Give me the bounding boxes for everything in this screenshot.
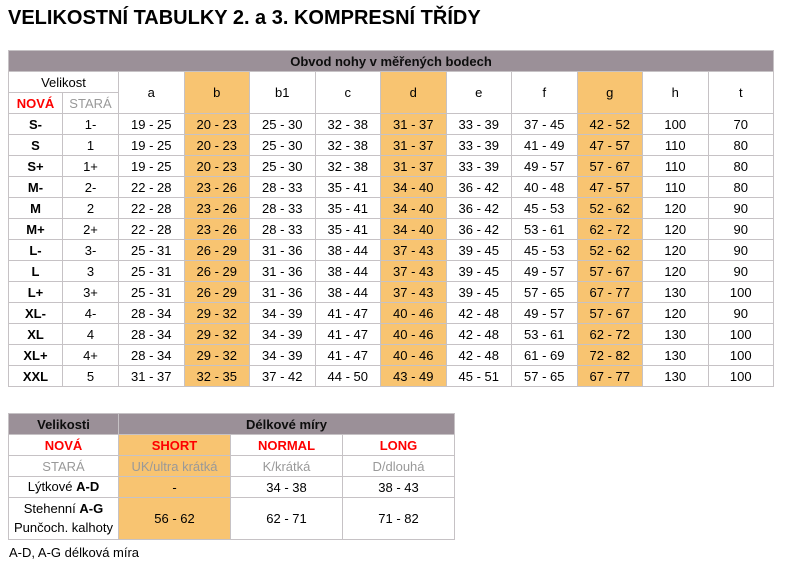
cell-b1: 34 - 39: [250, 324, 316, 345]
size-table-header-row: [9, 72, 774, 93]
cell-long: 71 - 82: [343, 498, 455, 540]
size-new: M+: [9, 219, 63, 240]
size-table: [8, 50, 774, 387]
cell-b1: 34 - 39: [250, 345, 316, 366]
cell-t: 100: [708, 366, 774, 387]
cell-d: 34 - 40: [381, 177, 447, 198]
cell-h: 120: [643, 240, 709, 261]
cell-a: 19 - 25: [119, 156, 185, 177]
size-table-banner: Obvod nohy v měřených bodech: [9, 51, 774, 72]
cell-t: 90: [708, 261, 774, 282]
size-old: 1: [63, 135, 119, 156]
cell-c: 32 - 38: [315, 135, 381, 156]
length-table: [8, 413, 455, 540]
cell-h: 110: [643, 156, 709, 177]
cell-c: 41 - 47: [315, 324, 381, 345]
col-header-b: b: [184, 72, 250, 114]
cell-d: 31 - 37: [381, 114, 447, 135]
cell-d: 34 - 40: [381, 198, 447, 219]
cell-e: 33 - 39: [446, 156, 512, 177]
cell-b1: 34 - 39: [250, 303, 316, 324]
cell-b1: 31 - 36: [250, 261, 316, 282]
cell-g: 57 - 67: [577, 261, 643, 282]
cell-d: 37 - 43: [381, 261, 447, 282]
table-row: [9, 177, 774, 198]
size-new: L: [9, 261, 63, 282]
cell-e: 39 - 45: [446, 240, 512, 261]
cell-b1: 25 - 30: [250, 114, 316, 135]
row-label-text: Lýtkové: [27, 478, 73, 494]
cell-h: 130: [643, 324, 709, 345]
cell-b1: 28 - 33: [250, 177, 316, 198]
cell-t: 100: [708, 345, 774, 366]
cell-b: 23 - 26: [184, 198, 250, 219]
cell-f: 53 - 61: [512, 324, 578, 345]
size-old: 5: [63, 366, 119, 387]
page-title: VELIKOSTNÍ TABULKY 2. a 3. KOMPRESNÍ TŘÍDY: [8, 7, 481, 29]
size-new: M: [9, 198, 63, 219]
size-new: S+: [9, 156, 63, 177]
cell-e: 39 - 45: [446, 282, 512, 303]
length-long-header: LONG: [343, 435, 455, 456]
cell-b1: 28 - 33: [250, 198, 316, 219]
cell-f: 53 - 61: [512, 219, 578, 240]
cell-g: 52 - 62: [577, 240, 643, 261]
cell-a: 25 - 31: [119, 261, 185, 282]
cell-normal: 34 - 38: [231, 477, 343, 498]
cell-b1: 31 - 36: [250, 240, 316, 261]
cell-t: 100: [708, 282, 774, 303]
cell-t: 90: [708, 303, 774, 324]
cell-g: 67 - 77: [577, 366, 643, 387]
table-row: [9, 324, 774, 345]
size-old: 1+: [63, 156, 119, 177]
length-table-banner-row: [9, 414, 455, 435]
table-row: [9, 303, 774, 324]
cell-a: 25 - 31: [119, 240, 185, 261]
cell-e: 36 - 42: [446, 198, 512, 219]
col-header-g: g: [577, 72, 643, 114]
cell-g: 72 - 82: [577, 345, 643, 366]
cell-short: -: [119, 477, 231, 498]
cell-long: 38 - 43: [343, 477, 455, 498]
size-old: 2-: [63, 177, 119, 198]
cell-h: 120: [643, 198, 709, 219]
size-new: M-: [9, 177, 63, 198]
cell-g: 57 - 67: [577, 156, 643, 177]
row-label-range: A-D: [76, 478, 100, 494]
cell-b: 20 - 23: [184, 156, 250, 177]
row-label-calf: [9, 477, 119, 498]
cell-b: 29 - 32: [184, 324, 250, 345]
new-size-label: NOVÁ: [9, 93, 63, 114]
cell-a: 22 - 28: [119, 219, 185, 240]
cell-b: 20 - 23: [184, 114, 250, 135]
cell-e: 33 - 39: [446, 135, 512, 156]
length-old-short: UK/ultra krátká: [119, 456, 231, 477]
old-length-label: STARÁ: [9, 456, 119, 477]
cell-c: 35 - 41: [315, 219, 381, 240]
cell-b1: 37 - 42: [250, 366, 316, 387]
col-header-f: f: [512, 72, 578, 114]
cell-f: 49 - 57: [512, 303, 578, 324]
col-header-a: a: [119, 72, 185, 114]
cell-t: 100: [708, 324, 774, 345]
new-length-label: NOVÁ: [9, 435, 119, 456]
size-old: 2: [63, 198, 119, 219]
cell-a: 19 - 25: [119, 114, 185, 135]
length-old-row: [9, 456, 455, 477]
cell-t: 80: [708, 156, 774, 177]
cell-g: 52 - 62: [577, 198, 643, 219]
size-old: 3-: [63, 240, 119, 261]
cell-b: 23 - 26: [184, 219, 250, 240]
cell-c: 35 - 41: [315, 177, 381, 198]
table-row: [9, 198, 774, 219]
cell-g: 62 - 72: [577, 324, 643, 345]
cell-g: 57 - 67: [577, 303, 643, 324]
length-old-normal: K/krátká: [231, 456, 343, 477]
size-new: XL-: [9, 303, 63, 324]
cell-h: 110: [643, 177, 709, 198]
cell-a: 22 - 28: [119, 198, 185, 219]
row-label-range: A-G: [79, 500, 104, 516]
cell-a: 28 - 34: [119, 324, 185, 345]
cell-h: 130: [643, 282, 709, 303]
cell-c: 35 - 41: [315, 198, 381, 219]
table-row: [9, 282, 774, 303]
length-new-row: [9, 435, 455, 456]
size-new: S: [9, 135, 63, 156]
size-new: XL: [9, 324, 63, 345]
cell-d: 40 - 46: [381, 324, 447, 345]
footnote: A-D, A-G délková míra: [9, 545, 140, 560]
cell-b1: 28 - 33: [250, 219, 316, 240]
table-row: [9, 345, 774, 366]
cell-e: 42 - 48: [446, 324, 512, 345]
length-table-banner: Délkové míry: [119, 414, 455, 435]
cell-e: 42 - 48: [446, 345, 512, 366]
size-old: 3: [63, 261, 119, 282]
cell-a: 28 - 34: [119, 345, 185, 366]
cell-t: 70: [708, 114, 774, 135]
cell-b: 23 - 26: [184, 177, 250, 198]
cell-h: 100: [643, 114, 709, 135]
cell-t: 90: [708, 240, 774, 261]
col-header-t: t: [708, 72, 774, 114]
cell-b: 32 - 35: [184, 366, 250, 387]
cell-b1: 25 - 30: [250, 156, 316, 177]
size-old: 4-: [63, 303, 119, 324]
cell-e: 45 - 51: [446, 366, 512, 387]
table-row: [9, 135, 774, 156]
cell-e: 42 - 48: [446, 303, 512, 324]
table-row: [9, 261, 774, 282]
cell-c: 32 - 38: [315, 156, 381, 177]
cell-g: 42 - 52: [577, 114, 643, 135]
cell-h: 130: [643, 345, 709, 366]
cell-g: 67 - 77: [577, 282, 643, 303]
table-row: [9, 477, 455, 498]
cell-d: 34 - 40: [381, 219, 447, 240]
cell-e: 39 - 45: [446, 261, 512, 282]
cell-a: 31 - 37: [119, 366, 185, 387]
size-new: XXL: [9, 366, 63, 387]
row-label-text: Stehenní: [23, 500, 76, 516]
cell-f: 61 - 69: [512, 345, 578, 366]
cell-e: 33 - 39: [446, 114, 512, 135]
cell-b: 29 - 32: [184, 345, 250, 366]
cell-short: 56 - 62: [119, 498, 231, 540]
cell-h: 110: [643, 135, 709, 156]
cell-c: 38 - 44: [315, 282, 381, 303]
table-row: [9, 114, 774, 135]
row-label-thigh: [9, 498, 119, 540]
cell-t: 80: [708, 177, 774, 198]
cell-f: 45 - 53: [512, 198, 578, 219]
cell-a: 25 - 31: [119, 282, 185, 303]
cell-d: 40 - 46: [381, 345, 447, 366]
cell-d: 31 - 37: [381, 135, 447, 156]
cell-a: 19 - 25: [119, 135, 185, 156]
cell-t: 80: [708, 135, 774, 156]
cell-t: 90: [708, 219, 774, 240]
length-short-header: SHORT: [119, 435, 231, 456]
cell-f: 40 - 48: [512, 177, 578, 198]
table-row: [9, 240, 774, 261]
size-old: 4+: [63, 345, 119, 366]
cell-f: 37 - 45: [512, 114, 578, 135]
size-new: L-: [9, 240, 63, 261]
cell-g: 62 - 72: [577, 219, 643, 240]
old-size-label: STARÁ: [63, 93, 119, 114]
cell-b: 26 - 29: [184, 240, 250, 261]
size-new: S-: [9, 114, 63, 135]
cell-b1: 25 - 30: [250, 135, 316, 156]
size-header: Velikost: [9, 72, 119, 93]
size-new: XL+: [9, 345, 63, 366]
table-row: [9, 366, 774, 387]
cell-e: 36 - 42: [446, 219, 512, 240]
cell-b: 26 - 29: [184, 261, 250, 282]
cell-f: 57 - 65: [512, 282, 578, 303]
cell-c: 38 - 44: [315, 261, 381, 282]
col-header-b1: b1: [250, 72, 316, 114]
cell-f: 49 - 57: [512, 156, 578, 177]
length-normal-header: NORMAL: [231, 435, 343, 456]
size-old: 3+: [63, 282, 119, 303]
col-header-e: e: [446, 72, 512, 114]
cell-a: 22 - 28: [119, 177, 185, 198]
col-header-d: d: [381, 72, 447, 114]
cell-f: 41 - 49: [512, 135, 578, 156]
length-old-long: D/dlouhá: [343, 456, 455, 477]
cell-g: 47 - 57: [577, 135, 643, 156]
cell-c: 41 - 47: [315, 345, 381, 366]
size-table-banner-row: [9, 51, 774, 72]
cell-c: 41 - 47: [315, 303, 381, 324]
cell-d: 37 - 43: [381, 240, 447, 261]
col-header-h: h: [643, 72, 709, 114]
cell-f: 45 - 53: [512, 240, 578, 261]
size-old: 2+: [63, 219, 119, 240]
cell-e: 36 - 42: [446, 177, 512, 198]
cell-g: 47 - 57: [577, 177, 643, 198]
cell-d: 40 - 46: [381, 303, 447, 324]
table-row: [9, 219, 774, 240]
col-header-c: c: [315, 72, 381, 114]
table-row: [9, 156, 774, 177]
cell-c: 38 - 44: [315, 240, 381, 261]
cell-b: 26 - 29: [184, 282, 250, 303]
cell-b: 20 - 23: [184, 135, 250, 156]
table-row: [9, 498, 455, 540]
cell-d: 37 - 43: [381, 282, 447, 303]
cell-h: 120: [643, 303, 709, 324]
cell-a: 28 - 34: [119, 303, 185, 324]
cell-h: 130: [643, 366, 709, 387]
cell-b: 29 - 32: [184, 303, 250, 324]
cell-f: 57 - 65: [512, 366, 578, 387]
cell-c: 32 - 38: [315, 114, 381, 135]
cell-d: 31 - 37: [381, 156, 447, 177]
cell-c: 44 - 50: [315, 366, 381, 387]
cell-b1: 31 - 36: [250, 282, 316, 303]
cell-h: 120: [643, 261, 709, 282]
cell-f: 49 - 57: [512, 261, 578, 282]
length-sizes-header: Velikosti: [9, 414, 119, 435]
row-label-line2: Punčoch. kalhoty: [13, 519, 113, 535]
cell-normal: 62 - 71: [231, 498, 343, 540]
size-new: L+: [9, 282, 63, 303]
size-old: 4: [63, 324, 119, 345]
cell-h: 120: [643, 219, 709, 240]
cell-t: 90: [708, 198, 774, 219]
cell-d: 43 - 49: [381, 366, 447, 387]
size-old: 1-: [63, 114, 119, 135]
